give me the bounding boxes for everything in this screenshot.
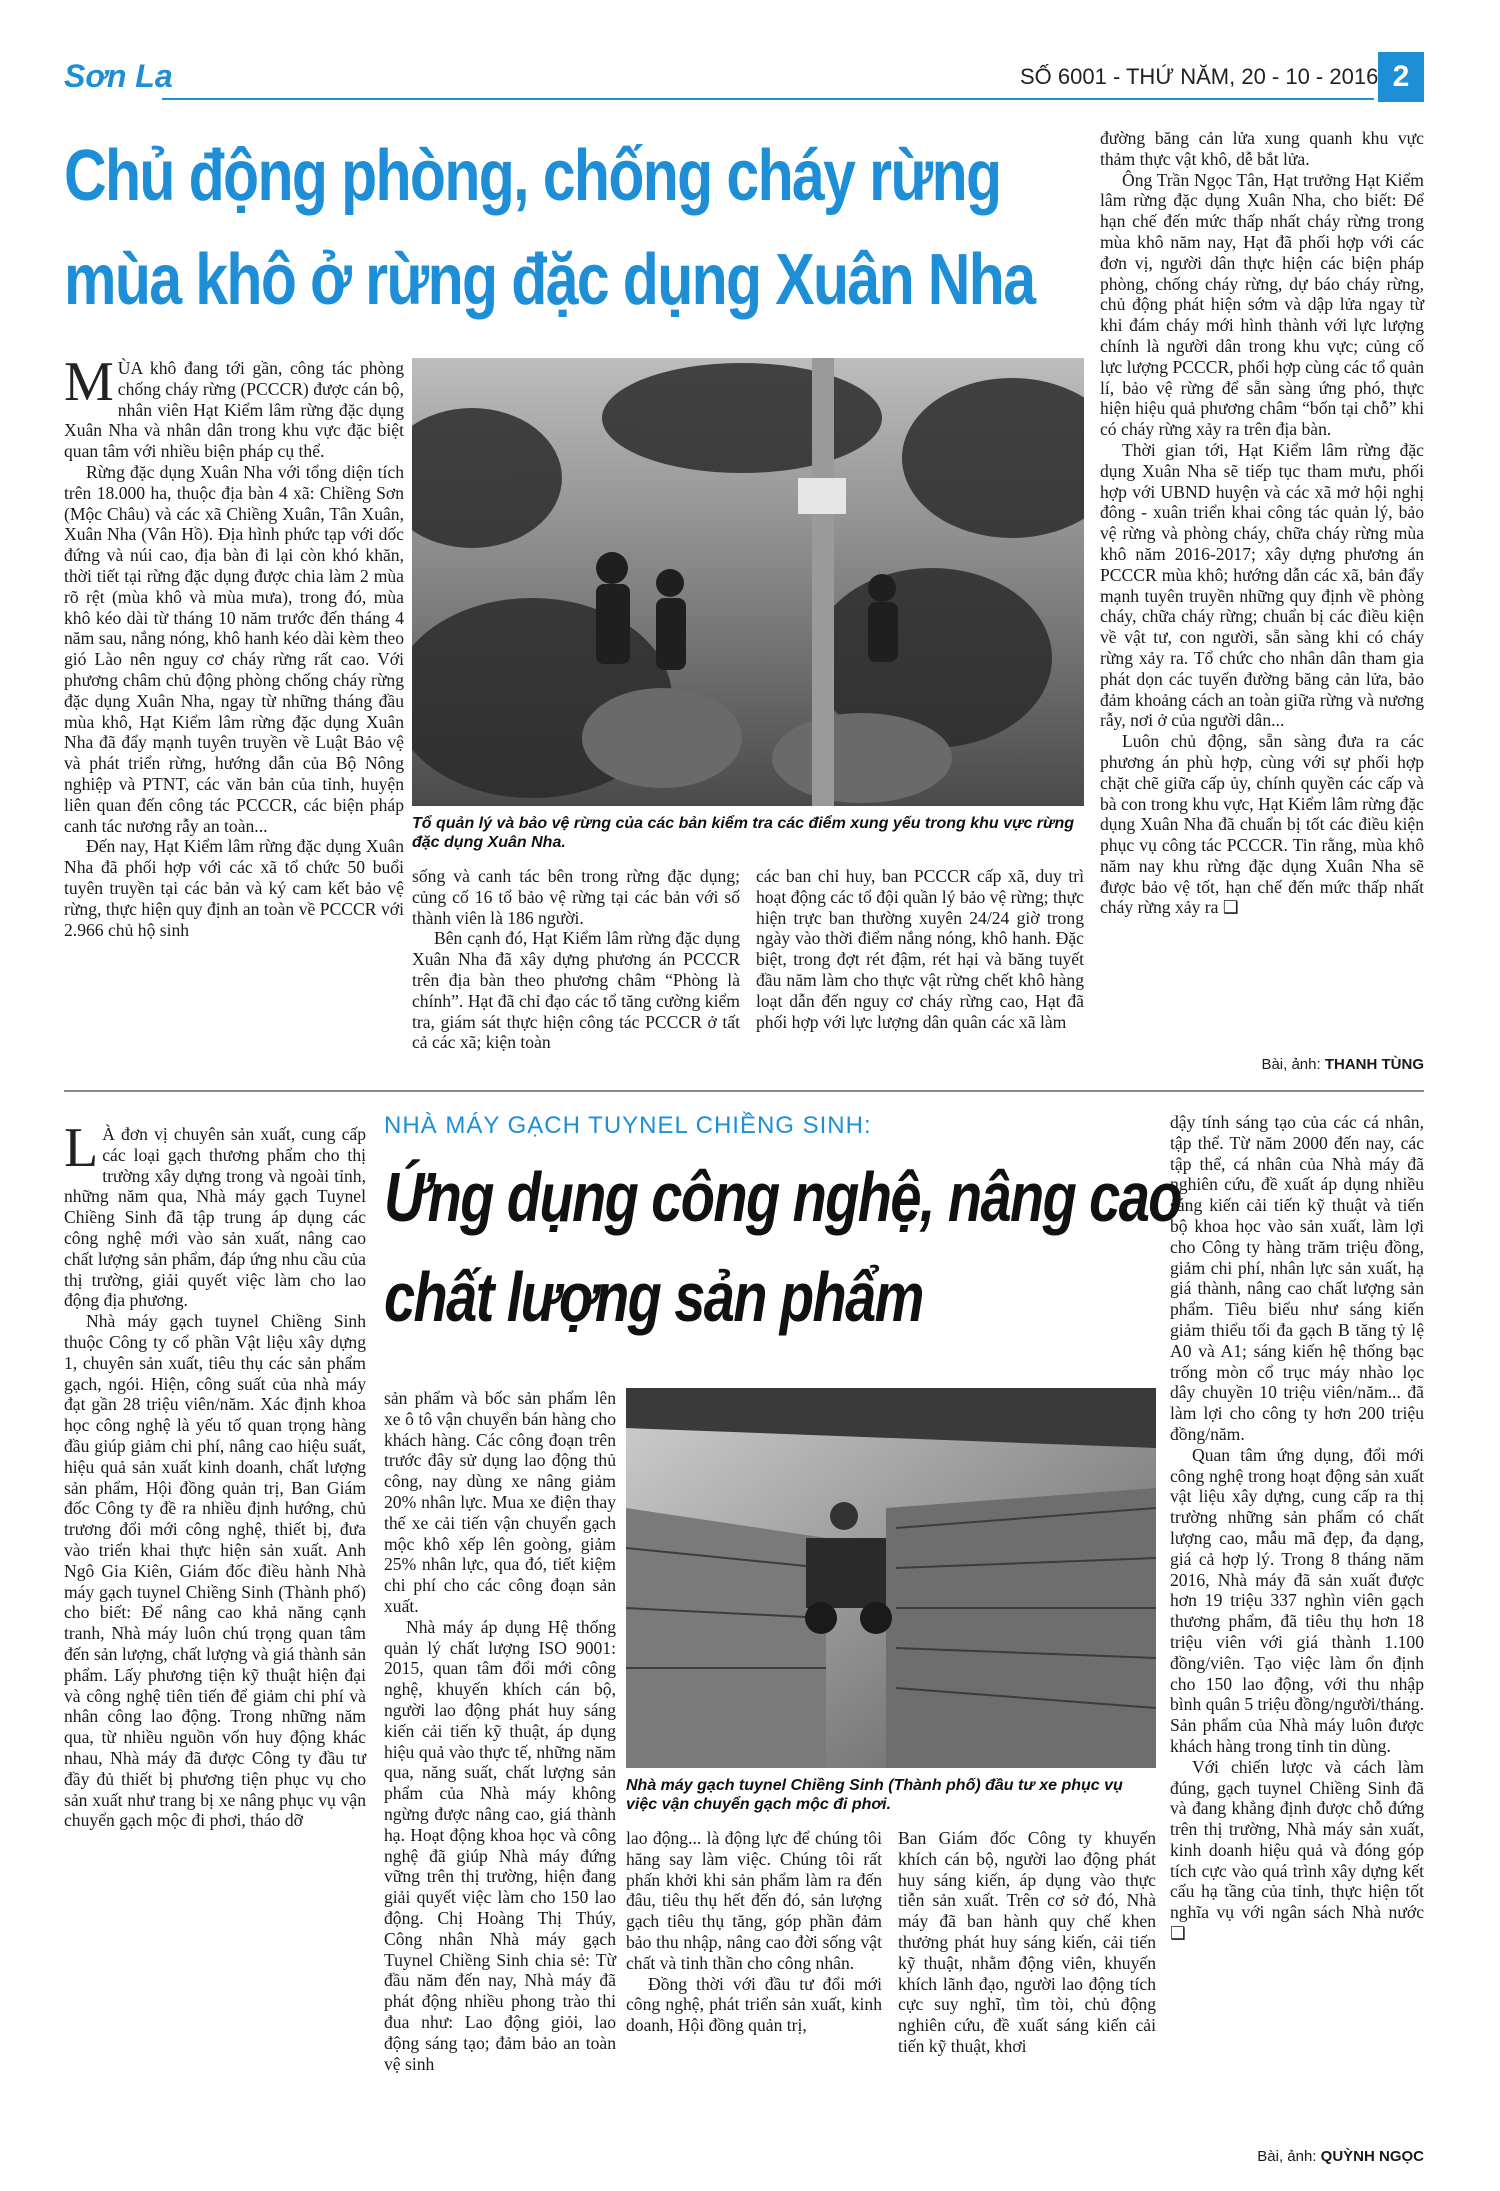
article1-para: ÙA khô đang tới gần, công tác phòng chống cháy rừng (PCCCR) được cán bộ, nhân viên Hạt Kiểm lâm rừng đặc dụng Xuân Nha và nhân dân trong khu vực đặc biệt quan tâm với nhiều biện pháp cụ thể. — [64, 358, 404, 462]
article1-para: Luôn chủ động, sẵn sàng đưa ra các phương án phù hợp, cùng với sự phối hợp chặt chẽ giữa cấp ủy, chính quyền các cấp và bà con trong khu vực, Hạt Kiểm lâm rừng đặc dụng Xuân Nha đã chuẩn bị tốt các điều kiện phục vụ công tác PCCCR. Tin rằng, mùa khô năm nay khu rừng đặc dụng Xuân Nha sẽ được bảo vệ tốt, hạn chế đến mức thấp nhất cháy rừng xảy ra ❑ — [1100, 731, 1424, 918]
article1-para: Thời gian tới, Hạt Kiểm lâm rừng đặc dụng Xuân Nha sẽ tiếp tục tham mưu, phối hợp với UBND huyện và các xã mở hội nghị đông - xuân triển khai công tác quản lý, bảo vệ rừng và phòng cháy, chữa cháy rừng mùa khô năm 2016-2017; xây dựng phương án PCCCR mùa khô; hướng dẫn các xã, bản đẩy mạnh tuyên truyền những quy định về phòng cháy, chữa cháy rừng; chuẩn bị các điều kiện về vật tư, con người, sẵn sàng khi có cháy rừng xảy ra. Tổ chức cho nhân dân tham gia phát dọn các tuyến đường băng cản lửa, bảo đảm khoảng cách an toàn giữa rừng và nương rẫy, nơi ở của người dân... — [1100, 439, 1424, 731]
byline-prefix: Bài, ảnh: — [1257, 2148, 1317, 2165]
article2-column-5 — [1170, 1112, 1424, 1944]
forest-photo-image — [412, 358, 1084, 806]
byline-author: THANH TÙNG — [1324, 1056, 1424, 1073]
issue-date: SỐ 6001 - THỨ NĂM, 20 - 10 - 2016 — [1020, 64, 1379, 89]
article-divider — [64, 1090, 1424, 1092]
article1-column-4 — [1100, 128, 1424, 918]
article2-kicker: NHÀ MÁY GẠCH TUYNEL CHIỀNG SINH: — [384, 1112, 872, 1139]
article2-para: Quan tâm ứng dụng, đổi mới công nghệ trong hoạt động sản xuất vật liệu xây dựng, cung cấp ra thị trường những sản phẩm có chất lượng cao, mẫu mã đẹp, đa dạng, giá cả hợp lý. Trong 8 tháng năm 2016, Nhà máy đã sản xuất được hơn 19 triệu 337 nghìn viên gạch thương phẩm, đã tiêu thụ hơn 18 triệu viên với giá thành 1.100 đồng/viên. Tạo việc làm ổn định cho 150 lao động, với thu nhập bình quân 5 triệu đồng/người/tháng. Sản phẩm của Nhà máy luôn được khách hàng trong tỉnh tin dùng. — [1170, 1444, 1424, 1756]
header-rule — [162, 98, 1374, 100]
article1-column-1: MÙA khô đang tới gần, công tác phòng chống cháy rừng (PCCCR) được cán bộ, nhân viên Hạt Kiểm lâm rừng đặc dụng Xuân Nha và nhân dân trong khu vực đặc biệt quan tâm với nhiều biện pháp cụ thể. Rừng đặc dụng Xuân Nha với tổng diện tích trên 18.000 ha, thuộc địa bàn 4 xã: Chiềng Sơn (Mộc Châu) và các xã Chiềng Xuân, Tân Xuân, Xuân Nha (Vân Hồ). Địa hình phức tạp với dốc đứng và núi cao, địa bàn đi lại còn khó khăn, thời tiết tại rừng đặc dụng được chia làm 2 mùa rõ rệt (mùa khô và mùa mưa), trong đó, mùa khô kéo dài từ tháng 10 năm trước đến tháng 4 năm sau, nắng nóng, khô hanh kéo dài kèm theo gió Lào nên nguy cơ cháy rừng rất cao. Với phương châm chủ động phòng chống cháy rừng đặc dụng Xuân Nha, ngay từ những tháng đầu mùa khô, Hạt Kiểm lâm rừng đặc dụng Xuân Nha đã đẩy mạnh tuyên truyền về Luật Bảo vệ và phát triển rừng, hướng dẫn của Bộ Nông nghiệp và PTNT, các văn bản của tỉnh, huyện liên quan đến công tác PCCCR, các biện pháp canh tác nương rẫy an toàn... Đến nay, Hạt Kiểm lâm rừng đặc dụng Xuân Nha đã phối hợp với các xã tổ chức 50 buổi tuyên truyền tại các bản và ký cam kết bảo vệ rừng, thực hiện quy định an toàn về PCCCR với 2.966 chủ hộ sinh — [64, 351, 404, 940]
article2-title-line2: chất lượng sản phẩm — [384, 1258, 923, 1336]
article1-column-2 — [412, 866, 740, 1053]
article2-para: sản phẩm và bốc sản phẩm lên xe ô tô vận chuyển bán hàng cho khách hàng. Các công đoạn trên trước đây sử dụng lao động thủ công, nay dùng xe nâng giảm 20% nhân lực. Mua xe điện thay thế xe cải tiến vận chuyển gạch mộc khô xếp lên goòng, giảm 25% nhân lực, qua đó, tiết kiệm chi phí cho các công đoạn sản xuất. — [384, 1388, 616, 1616]
article2-title-line1: Ứng dụng công nghệ, nâng cao — [384, 1158, 1181, 1236]
article2-para: Nhà máy gạch tuynel Chiềng Sinh thuộc Công ty cổ phần Vật liệu xây dựng 1, chuyên sản xuất, tiêu thụ các sản phẩm gạch, ngói. Hiện, công suất của nhà máy đạt gần 28 triệu viên/năm. Xác định khoa học công nghệ là yếu tố quan trọng hàng đầu giúp giảm chi phí, nâng cao hiệu suất, hiệu quả sản xuất kinh doanh, chất lượng sản phẩm, Hội đồng quản trị, Ban Giám đốc Công ty đề ra nhiều định hướng, chủ trương đổi mới công nghệ, thiết bị, đưa vào triển khai thực hiện sản xuất. Anh Ngô Gia Kiên, Giám đốc điều hành Nhà máy gạch tuynel Chiềng Sinh (Thành phố) cho biết: Để nâng cao khả năng cạnh tranh, Nhà máy luôn chú trọng quan tâm đến sản lượng, chất lượng và giá thành sản phẩm. Lấy phương tiện kỹ thuật hiện đại và công nghệ tiên tiến để giảm chi phí và nhân công lao động. Trong những năm qua, từ nhiều nguồn vốn huy động khác nhau, Nhà máy đã được Công ty đầu tư đầy đủ thiết bị phương tiện phục vụ cho sản xuất như trang bị xe nâng phục vụ vận chuyển gạch mộc đi phơi, tháo dỡ — [64, 1311, 366, 1831]
forest-photo — [412, 358, 1084, 806]
article1-para: Rừng đặc dụng Xuân Nha với tổng diện tích trên 18.000 ha, thuộc địa bàn 4 xã: Chiềng Sơn (Mộc Châu) và các xã Chiềng Xuân, Tân Xuân, Xuân Nha (Vân Hồ). Địa hình phức tạp với dốc đứng và núi cao, địa bàn đi lại còn khó khăn, thời tiết tại rừng đặc dụng được chia làm 2 mùa rõ rệt (mùa khô và mùa mưa), trong đó, mùa khô kéo dài từ tháng 10 năm trước đến tháng 4 năm sau, nắng nóng, khô hanh kéo dài kèm theo gió Lào nên nguy cơ cháy rừng rất cao. Với phương châm chủ động phòng chống cháy rừng đặc dụng Xuân Nha, ngay từ những tháng đầu mùa khô, Hạt Kiểm lâm rừng đặc dụng Xuân Nha đã đẩy mạnh tuyên truyền về Luật Bảo vệ và phát triển rừng, hướng dẫn của Bộ Nông nghiệp và PTNT, các văn bản của tỉnh, huyện liên quan đến công tác PCCCR, các biện pháp canh tác nương rẫy an toàn... — [64, 461, 404, 836]
article2-column-3 — [626, 1828, 882, 2036]
byline-author: QUỲNH NGỌC — [1320, 2148, 1424, 2165]
article2-para: lao động... là động lực để chúng tôi hăng say làm việc. Chúng tôi rất phấn khởi khi sản phẩm làm ra đến đâu, tiêu thụ hết đến đó, sản lượng gạch tiêu thụ tăng, góp phần đảm bảo thu nhập, nâng cao đời sống vật chất và tinh thần cho công nhân. — [626, 1828, 882, 1973]
article2-para: Với chiến lược và cách làm đúng, gạch tuynel Chiềng Sinh đã và đang khẳng định được chỗ đứng trên thị trường, Nhà máy sản xuất, kinh doanh hiệu quả và đóng góp tích cực vào quá trình xây dựng kết cấu hạ tầng của tỉnh, thực hiện tốt nghĩa vụ với ngân sách Nhà nước ❑ — [1170, 1756, 1424, 1944]
article2-para: À đơn vị chuyên sản xuất, cung cấp các loại gạch thương phẩm cho thị trường xây dựng trong và ngoài tỉnh, những năm qua, Nhà máy gạch Tuynel Chiềng Sinh đã tập trung áp dụng các công nghệ mới vào sản xuất, nâng cao chất lượng sản phẩm, đáp ứng nhu cầu của thị trường, giải quyết việc làm cho lao động địa phương. — [64, 1124, 366, 1311]
article2-column-1: L À đơn vị chuyên sản xuất, cung cấp các loại gạch thương phẩm cho thị trường xây dựng trong và ngoài tỉnh, những năm qua, Nhà máy gạch Tuynel Chiềng Sinh đã tập trung áp dụng các công nghệ mới vào sản xuất, nâng cao chất lượng sản phẩm, đáp ứng nhu cầu của thị trường, giải quyết việc làm cho lao động địa phương. Nhà máy gạch tuynel Chiềng Sinh thuộc Công ty cổ phần Vật liệu xây dựng 1, chuyên sản xuất, tiêu thụ các sản phẩm gạch, ngói. Hiện, công suất của nhà máy đạt gần 28 triệu viên/năm. Xác định khoa học công nghệ là yếu tố quan trọng hàng đầu giúp giảm chi phí, nâng cao hiệu suất, hiệu quả sản xuất kinh doanh, chất lượng sản phẩm, Hội đồng quản trị, Ban Giám đốc Công ty đề ra nhiều định hướng, chủ trương đổi mới công nghệ, thiết bị, đưa vào triển khai thực hiện sản xuất. Anh Ngô Gia Kiên, Giám đốc điều hành Nhà máy gạch tuynel Chiềng Sinh (Thành phố) cho biết: Để nâng cao khả năng cạnh tranh, Nhà máy luôn chú trọng quan tâm đến sản lượng, chất lượng và giá thành sản phẩm. Lấy phương tiện kỹ thuật hiện đại và công nghệ tiên tiến để giảm chi phí và nhân công lao động. Trong những năm qua, từ nhiều nguồn vốn huy động khác nhau, Nhà máy đã được Công ty đầu tư đầy đủ thiết bị phương tiện phục vụ cho sản xuất như trang bị xe nâng phục vụ vận chuyển gạch mộc đi phơi, tháo dỡ — [64, 1117, 366, 1831]
article2-column-4 — [898, 1828, 1156, 2057]
article2-photo-caption: Nhà máy gạch tuynel Chiềng Sinh (Thành phố) đầu tư xe phục vụ việc vận chuyển gạch mộc đi phơi. — [626, 1777, 1123, 1813]
article1-byline — [1100, 1056, 1424, 1073]
page-number: 2 — [1378, 52, 1424, 102]
section-name: Sơn La — [64, 58, 173, 94]
article1-title-line1: Chủ động phòng, chống cháy rừng — [64, 136, 1001, 216]
article1-para: các ban chỉ huy, ban PCCCR cấp xã, duy trì hoạt động các tổ đội quần lý bảo vệ rừng; thực hiện trực ban thường xuyên 24/24 giờ trong ngày vào thời điểm nắng nóng, khô hanh. Đặc biệt, trong đợt rét đậm, rét hại và băng tuyết đầu năm làm cho thực vật rừng chết khô hàng loạt dẫn đến nguy cơ cháy rừng cao, Hạt đã phối hợp với lực lượng dân quân các xã làm — [756, 866, 1084, 1032]
article2-byline — [1170, 2148, 1424, 2165]
article1-title-line2: mùa khô ở rừng đặc dụng Xuân Nha — [64, 240, 1035, 320]
article1-para: đường băng cản lửa xung quanh khu vực thảm thực vật khô, dễ bắt lửa. — [1100, 128, 1424, 169]
article1-para: Bên cạnh đó, Hạt Kiểm lâm rừng đặc dụng Xuân Nha đã xây dựng phương án PCCCR trên địa bàn theo phương châm “Phòng là chính”. Hạt đã chỉ đạo các tổ tăng cường kiểm tra, giám sát thực hiện công tác PCCCR ở tất cả các xã; kiện toàn — [412, 928, 740, 1053]
brick-factory-photo — [626, 1388, 1156, 1768]
article1-column-3 — [756, 866, 1084, 1032]
article1-para: Đến nay, Hạt Kiểm lâm rừng đặc dụng Xuân Nha đã phối hợp với các xã tổ chức 50 buổi tuyên truyền tại các bản và ký cam kết bảo vệ rừng, thực hiện quy định an toàn về PCCCR với 2.966 chủ hộ sinh — [64, 836, 404, 940]
byline-prefix: Bài, ảnh: — [1261, 1056, 1321, 1073]
brick-factory-photo-image — [626, 1388, 1156, 1768]
article2-para: Đồng thời với đầu tư đổi mới công nghệ, phát triển sản xuất, kinh doanh, Hội đồng quản trị, — [626, 1973, 882, 2036]
article1-photo-caption: Tổ quản lý và bảo vệ rừng của các bản kiểm tra các điểm xung yếu trong khu vực rừng đặc dụng Xuân Nha. — [412, 815, 1074, 851]
article2-para: Nhà máy áp dụng Hệ thống quản lý chất lượng ISO 9001: 2015, quan tâm đổi mới công nghệ, khuyến khích cán bộ, người lao động phát huy sáng kiến cải tiến kỹ thuật, áp dụng hiệu quả vào thực tế, những năm qua, năng suất, chất lượng sản phẩm của Nhà máy không ngừng được nâng cao, giá thành hạ. Hoạt động khoa học và công nghệ đã giúp Nhà máy đứng vững trên thị trường, hiện đang giải quyết việc làm cho 150 lao động. Chị Hoàng Thị Thúy, Công nhân Nhà máy gạch Tuynel Chiềng Sinh chia sẻ: Từ đầu năm đến nay, Nhà máy đã phát động nhiều phong trào thi đua như: Lao động giỏi, lao động sáng tạo; đảm bảo an toàn vệ sinh — [384, 1616, 616, 2074]
article2-column-2 — [384, 1388, 616, 2074]
article2-para: Ban Giám đốc Công ty khuyến khích cán bộ, người lao động phát huy sáng kiến, áp dụng vào thực tiễn sản xuất. Trên cơ sở đó, Nhà máy đã ban hành quy chế khen thưởng phát huy sáng kiến, cải tiến kỹ thuật, nhằm động viên, khuyến khích lãnh đạo, người lao động tích cực suy nghĩ, tìm tòi, chủ động nghiên cứu, đề xuất sáng kiến cải tiến kỹ thuật, khơi — [898, 1828, 1156, 2056]
article1-para: sống và canh tác bên trong rừng đặc dụng; củng cố 16 tổ bảo vệ rừng tại các bản với số thành viên là 186 người. — [412, 866, 740, 928]
article2-para: dậy tính sáng tạo của các cá nhân, tập thể. Từ năm 2000 đến nay, các tập thể, cá nhân của Nhà máy đã nghiên cứu, đề xuất áp dụng nhiều sáng kiến cải tiến kỹ thuật và tiến bộ khoa học vào sản xuất, làm lợi cho Công ty hàng trăm triệu đồng, giảm chi phí, nhân lực sản xuất, hạ giá thành, nâng cao chất lượng sản phẩm. Tiêu biểu như sáng kiến giảm thiểu tối đa gạch B tăng tỷ lệ A0 và A1; sáng kiến hệ thống bạc trống mòn cổ trục máy nhào lọc dây chuyền 10 triệu viên/năm... đã làm lợi cho công ty hơn 200 triệu đồng/năm. — [1170, 1112, 1424, 1444]
article1-para: Ông Trần Ngọc Tân, Hạt trưởng Hạt Kiểm lâm rừng đặc dụng Xuân Nha, cho biết: Để hạn chế đến mức thấp nhất cháy rừng trong mùa khô năm nay, Hạt đã phối hợp với các đơn vị, người dân thực hiện các biện pháp phòng, chống cháy rừng, dự báo cháy rừng, chủ động phát hiện sớm và dập lửa ngay từ khi đám cháy mới hình thành với lực lượng chính là người dân trong khu vực; củng cố lực lượng PCCCR, phối hợp cùng các tổ quản lí, bảo vệ rừng để sẵn sàng ứng phó, thực hiện hiệu quả phương châm “bốn tại chỗ” khi có cháy rừng xảy ra trên địa bàn. — [1100, 169, 1424, 440]
